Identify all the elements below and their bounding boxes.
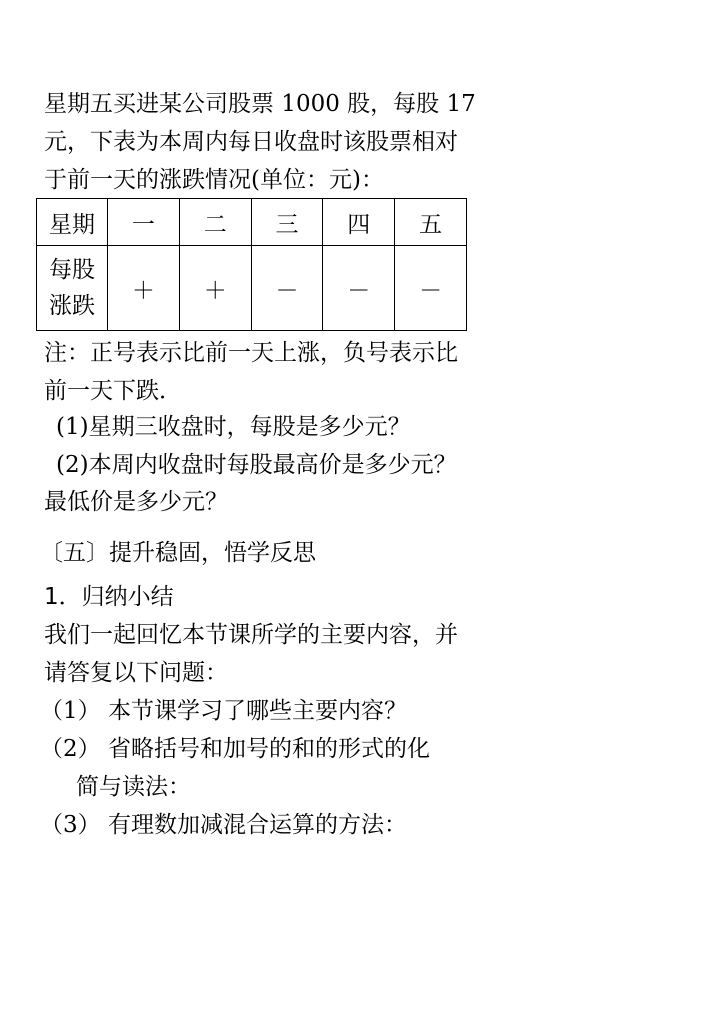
summary-item-3: （3） 有理数加减混合运算的方法：: [40, 812, 407, 838]
note-line-2: 前一天下跌．: [44, 378, 182, 404]
summary-heading: 1．归纳小结: [44, 584, 174, 610]
day-cell-thu: 四: [323, 199, 395, 246]
summary-intro-line-1: 我们一起回忆本节课所学的主要内容，并: [44, 622, 458, 648]
intro-line-1: 星期五买进某公司股票 1000 股，每股 17: [44, 91, 476, 117]
sign-cell-tue: ＋: [179, 246, 251, 331]
summary-item-2-line-1: （2） 省略括号和加号的和的形式的化: [40, 736, 430, 762]
day-cell-tue: 二: [179, 199, 251, 246]
question-2-line-1: (2)本周内收盘时每股最高价是多少元？: [56, 452, 457, 478]
header-label-cell: 星期: [37, 199, 108, 246]
stock-change-table: [36, 198, 467, 331]
sign-cell-thu: －: [323, 246, 395, 331]
day-cell-mon: 一: [108, 199, 180, 246]
row-label-line-2: 涨跌: [49, 293, 95, 319]
sign-cell-mon: ＋: [108, 246, 180, 331]
section-title: 〔五〕提升稳固，悟学反思: [40, 540, 316, 566]
table-header-row: [37, 199, 467, 246]
intro-line-3: 于前一天的涨跌情况(单位：元)：: [44, 167, 384, 193]
note-line-1: 注：正号表示比前一天上涨，负号表示比: [44, 340, 458, 366]
question-2-line-2: 最低价是多少元？: [44, 489, 228, 515]
day-cell-wed: 三: [251, 199, 323, 246]
question-1: (1)星期三收盘时，每股是多少元？: [56, 414, 411, 440]
row-label-line-1: 每股: [49, 257, 95, 283]
summary-intro-line-2: 请答复以下问题：: [44, 660, 228, 686]
summary-item-2-line-2: 简与读法：: [76, 774, 191, 800]
row-label-cell: [37, 246, 108, 331]
intro-line-2: 元，下表为本周内每日收盘时该股票相对: [44, 129, 458, 155]
sign-cell-wed: －: [251, 246, 323, 331]
sign-cell-fri: －: [395, 246, 467, 331]
table-change-row: [37, 246, 467, 331]
summary-item-1: （1） 本节课学习了哪些主要内容？: [40, 698, 407, 724]
day-cell-fri: 五: [395, 199, 467, 246]
